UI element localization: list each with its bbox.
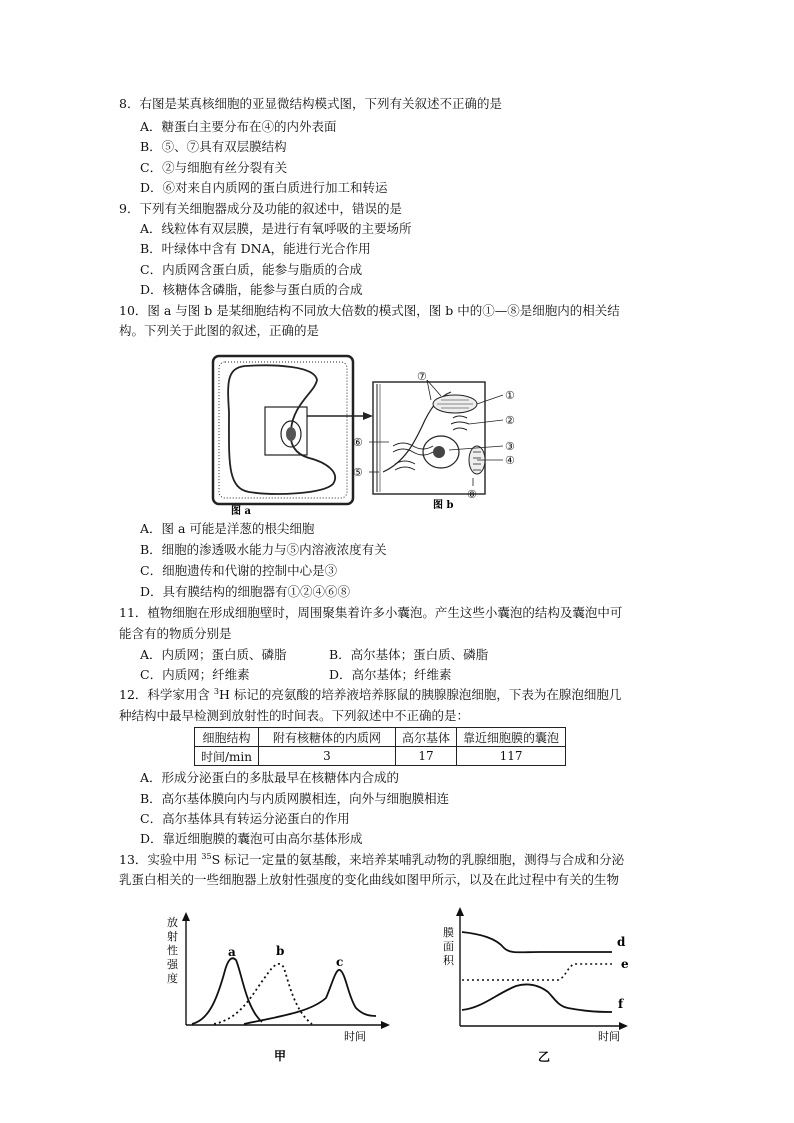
q13-stem-pre: 13．实验中用 <box>119 852 202 867</box>
yi-label-e: e <box>621 957 629 971</box>
cell-figure <box>205 352 525 517</box>
q11-option-a: A．内质网；蛋白质、磷脂 <box>140 647 287 662</box>
table-cell: 17 <box>396 747 457 766</box>
q13-stem-post: S 标记一定量的氨基酸，来培养某哺乳动物的乳腺细胞，测得与合成和分泌 <box>211 852 625 867</box>
table-cell: 时间/min <box>195 747 259 766</box>
q13-stem-line1 <box>119 851 624 869</box>
q12-stem-post: H 标记的亮氨酸的培养液培养豚鼠的胰腺腺泡细胞，下表为在腺泡细胞几 <box>218 687 622 702</box>
yi-label-d: d <box>617 935 626 949</box>
q12-isotope-mass: 3 <box>213 687 219 696</box>
marker-2: ② <box>505 414 515 427</box>
q10-option-b: B．细胞的渗透吸水能力与⑤内溶液浓度有关 <box>140 542 387 557</box>
yi-curve-e <box>462 964 612 980</box>
q13-isotope-mass: 35 <box>201 852 212 861</box>
jia-curve-c <box>244 970 376 1024</box>
jia-y-char: 放 <box>167 916 178 929</box>
q8-option-b: B．⑤、⑦具有双层膜结构 <box>140 139 287 154</box>
jia-y-char: 性 <box>167 944 178 957</box>
q12-option-d: D．靠近细胞膜的囊泡可由高尔基体形成 <box>140 831 363 846</box>
jia-curve-a <box>192 958 262 1024</box>
q12-time-table <box>194 727 566 766</box>
yi-y-arrow <box>456 907 464 916</box>
jia-curve-b <box>214 964 312 1024</box>
q9-option-c: C．内质网含蛋白质，能参与脂质的合成 <box>140 262 363 277</box>
jia-x-arrow <box>381 1021 390 1029</box>
figure-b-enlarged <box>369 380 503 494</box>
jia-label-b: b <box>276 944 285 958</box>
yi-x-arrow <box>619 1022 628 1030</box>
q11-option-d: D．高尔基体；纤维素 <box>329 667 452 682</box>
figure-b-label: 图 b <box>433 500 454 511</box>
marker-6: ⑥ <box>353 436 363 449</box>
yi-y-label <box>443 925 455 967</box>
table-header-row <box>195 728 566 747</box>
q9-option-b: B．叶绿体中含有 DNA，能进行光合作用 <box>140 241 371 256</box>
figure-a-cell <box>213 356 353 504</box>
yi-y-char: 积 <box>443 954 454 967</box>
table-header-cell: 靠近细胞膜的囊泡 <box>457 728 566 747</box>
jia-y-label <box>167 916 179 985</box>
yi-caption: 乙 <box>538 1050 551 1064</box>
yi-y-char: 膜 <box>443 926 454 939</box>
jia-y-char: 射 <box>167 930 178 943</box>
yi-curve-f <box>462 984 612 1012</box>
figure-a-label: 图 a <box>231 506 251 517</box>
q11-option-b: B．高尔基体；蛋白质、磷脂 <box>329 647 489 662</box>
q8-stem: 8．右图是某真核细胞的亚显微结构模式图，下列有关叙述不正确的是 <box>119 96 502 111</box>
chart-jia <box>162 912 394 1072</box>
marker-3: ③ <box>505 440 515 453</box>
table-header-cell: 细胞结构 <box>195 728 259 747</box>
q8-option-d: D．⑥对来自内质网的蛋白质进行加工和转运 <box>140 180 388 195</box>
q11-stem-line1: 11．植物细胞在形成细胞壁时，周围聚集着许多小囊泡。产生这些小囊泡的结构及囊泡中可 <box>119 605 623 620</box>
q10-option-c: C．细胞遗传和代谢的控制中心是③ <box>140 563 338 578</box>
zoom-arrow <box>307 412 373 420</box>
q11-stem-line2: 能含有的物质分别是 <box>119 626 232 641</box>
q10-option-a: A．图 a 可能是洋葱的根尖细胞 <box>140 521 315 536</box>
jia-y-char: 度 <box>167 972 178 985</box>
table-cell: 3 <box>259 747 396 766</box>
q13-stem-line2: 乳蛋白相关的一些细胞器上放射性强度的变化曲线如图甲所示，以及在此过程中有关的生物 <box>119 872 620 887</box>
yi-y-char: 面 <box>443 940 454 953</box>
yi-x-label: 时间 <box>598 1030 620 1043</box>
q10-stem-line1: 10．图 a 与图 b 是某细胞结构不同放大倍数的模式图，图 b 中的①—⑧是细胞内的相关结 <box>119 303 620 318</box>
q12-stem-line2: 种结构中最早检测到放射性的时间表。下列叙述中不正确的是： <box>119 708 470 723</box>
yi-label-f: f <box>618 997 624 1011</box>
q8-option-c: C．②与细胞有丝分裂有关 <box>140 160 288 175</box>
jia-x-label: 时间 <box>344 1030 366 1043</box>
marker-1: ① <box>505 389 515 402</box>
table-row <box>195 747 566 766</box>
q11-option-c: C．内质网；纤维素 <box>140 667 250 682</box>
jia-y-char: 强 <box>167 958 178 971</box>
q12-stem-pre: 12．科学家用含 <box>119 687 214 702</box>
q9-option-a: A．线粒体有双层膜，是进行有氧呼吸的主要场所 <box>140 221 412 236</box>
chart-yi <box>440 906 646 1074</box>
table-header-cell: 附有核糖体的内质网 <box>259 728 396 747</box>
marker-4: ④ <box>505 454 515 467</box>
q12-option-a: A．形成分泌蛋白的多肽最早在核糖体内合成的 <box>140 770 400 785</box>
q12-stem-line1 <box>119 686 621 704</box>
jia-label-c: c <box>336 955 344 969</box>
table-header-cell: 高尔基体 <box>396 728 457 747</box>
q9-stem: 9．下列有关细胞器成分及功能的叙述中，错误的是 <box>119 201 402 216</box>
q9-option-d: D．核糖体含磷脂，能参与蛋白质的合成 <box>140 282 363 297</box>
q10-option-d: D．具有膜结构的细胞器有①②④⑥⑧ <box>140 584 351 599</box>
yi-curve-d <box>462 932 612 952</box>
q12-option-b: B．高尔基体膜向内与内质网膜相连，向外与细胞膜相连 <box>140 791 450 806</box>
marker-7: ⑦ <box>417 370 427 383</box>
q10-stem-line2: 构。下列关于此图的叙述，正确的是 <box>119 323 320 338</box>
jia-caption: 甲 <box>274 1049 287 1063</box>
table-cell: 117 <box>457 747 566 766</box>
marker-8: ⑧ <box>467 488 477 501</box>
marker-5: ⑤ <box>353 466 363 479</box>
q12-option-c: C．高尔基体具有转运分泌蛋白的作用 <box>140 811 350 826</box>
q8-option-a: A．糖蛋白主要分布在④的内外表面 <box>140 119 337 134</box>
jia-y-arrow <box>182 912 190 921</box>
jia-label-a: a <box>228 945 236 959</box>
